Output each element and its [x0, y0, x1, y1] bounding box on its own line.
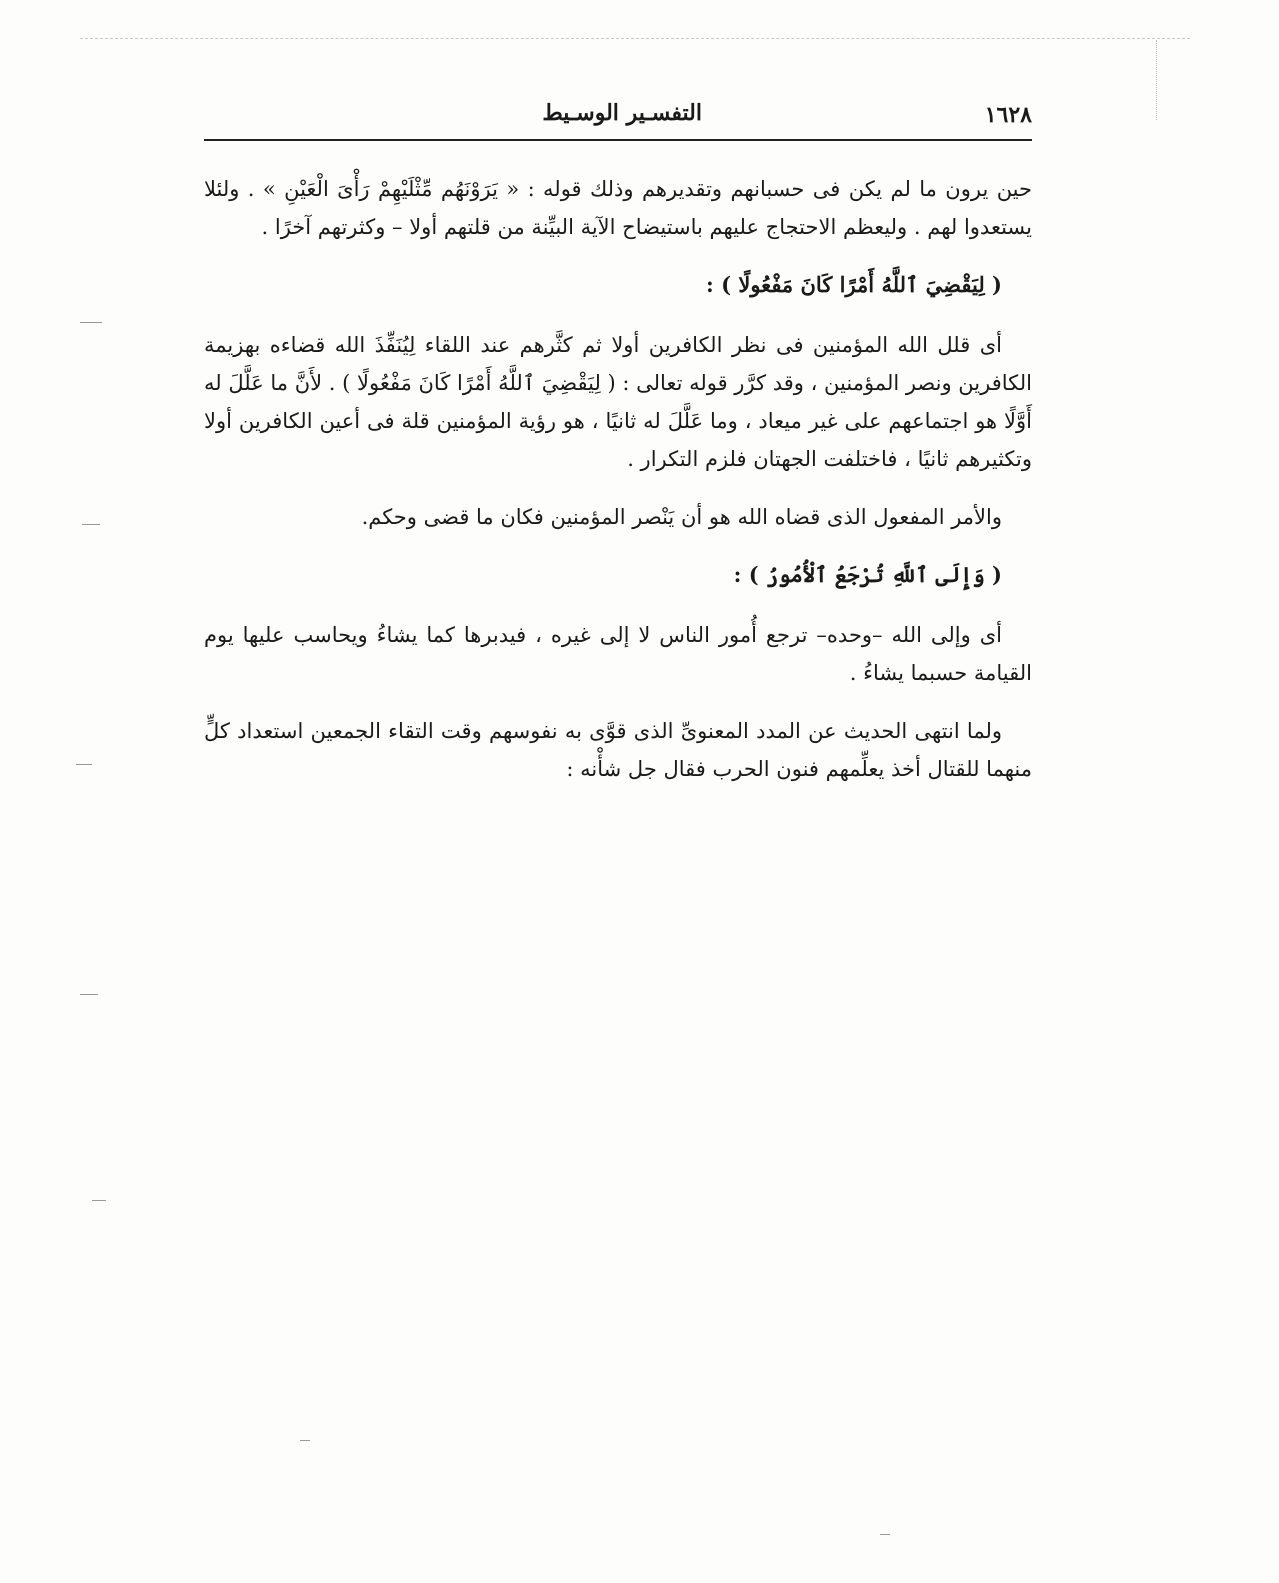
verse-heading: ( لِيَقْضِيَ ٱللَّهُ أَمْرًا كَانَ مَفْعُولًا ) : [706, 272, 1002, 297]
body-paragraph: أى وإلى الله –وحده– ترجع أُمور الناس لا إلى غيره ، فيدبرها كما يشاءُ ويحاسب عليها يوم القيامة حسبما يشاءُ . [204, 623, 1032, 685]
body-paragraph: ولما انتهى الحديث عن المدد المعنوىِّ الذى قوَّى به نفوسهم وقت التقاء الجمعين استعداد كلٍّ منهما للقتال أخذ يعلِّمهم فنون الحرب فقال جل شأْنه : [204, 719, 1032, 781]
body-paragraph: أى قلل الله المؤمنين فى نظر الكافرين أولا ثم كثَّرهم عند اللقاء لِيُنَفِّذَ الله قضاءه بهزيمة الكافرين ونصر المؤمنين ، وقد كرَّر قوله تعالى : ( لِيَقْضِيَ ٱللَّهُ أَمْرًا كَانَ مَفْعُولًا ) . لأَنَّ ما عَلَّلَ له أَوَّلًا هو اجتماعهم على غير ميعاد ، وما عَلَّلَ له ثانيًا ، هو رؤية المؤمنين قلة فى أعين الكافرين أولا وتكثيرهم ثانيًا ، فاختلفت الجهتان فلزم التكرار . [204, 333, 1032, 471]
body-paragraph: والأمر المفعول الذى قضاه الله هو أن يَنْصر المؤمنين فكان ما قضى وحكم. [361, 505, 1002, 529]
scan-edge-right [1156, 40, 1157, 120]
page-body [204, 170, 1032, 808]
page-number: ١٦٢٨ [984, 102, 1032, 128]
verse-heading: ( وَإِلَى ٱللَّهِ تُرْجَعُ ٱلْأُمُورُ ) : [733, 562, 1002, 587]
header-rule [204, 139, 1032, 141]
scan-mark [76, 764, 92, 765]
body-paragraph: حين يرون ما لم يكن فى حسبانهم وتقديرهم وذلك قوله : « يَرَوْنَهُم مِّثْلَيْهِمْ رَأْىَ الْعَيْنِ » . ولئلا يستعدوا لهم . وليعظم الاحتجاج عليهم باستيضاح الآية البيِّنة من قلتهم أولا – وكثرتهم آخرًا . [204, 177, 1032, 239]
scan-mark [92, 1200, 106, 1201]
scan-mark [80, 994, 98, 995]
scan-mark [880, 1534, 890, 1535]
running-title: التفسـير الوسـيط [542, 100, 702, 126]
scan-mark [82, 524, 100, 525]
scan-mark [80, 322, 102, 323]
page-header [204, 96, 1032, 140]
scan-mark [300, 1440, 310, 1441]
scan-edge-top [80, 38, 1190, 39]
